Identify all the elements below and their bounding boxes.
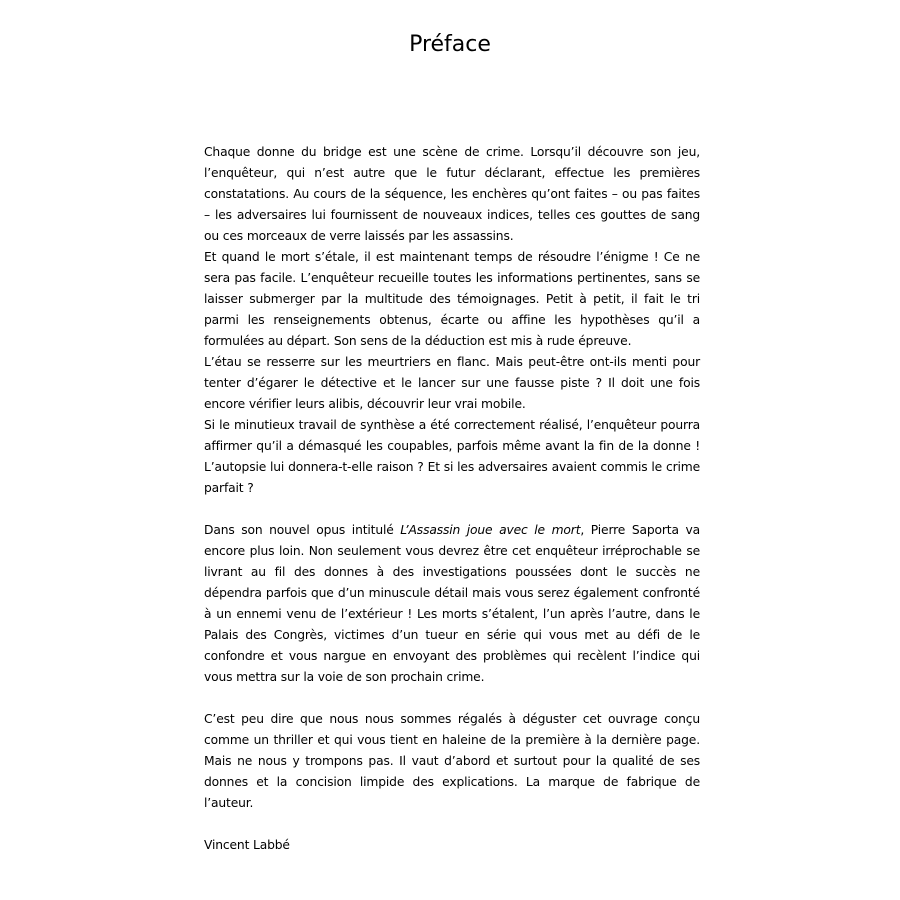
author-signature: Vincent Labbé (204, 838, 290, 852)
paragraph-5-rest: , Pierre Saporta va encore plus loin. Non seulement vous devrez être cet enquêteur irréprochable se livrant au fil des donnes à des investigations poussées dont le succès ne dépendra parfois que d’un minuscule détail mais vous serez également confronté à un ennemi venu de l’extérieur ! Les morts s’étalent, l’un après l’autre, dans le Palais des Congrès, victimes d’un tueur en série qui vous met au défi de le confondre et vous nargue en envoyant des problèmes qui recèlent l’indice qui vous mettra sur la voie de son prochain crime. (204, 523, 700, 684)
book-title: L’Assassin joue avec le mort (400, 523, 581, 537)
paragraph-spacer (204, 499, 700, 520)
paragraph-3: L’étau se resserre sur les meurtriers en flanc. Mais peut-être ont-ils menti pour tenter d’égarer le détective et le lancer sur une fausse piste ? Il doit une fois encore vérifier leurs alibis, découvrir leur vrai mobile. (204, 355, 700, 411)
paragraph-2: Et quand le mort s’étale, il est maintenant temps de résoudre l’énigme ! Ce ne sera pas facile. L’enquêteur recueille toutes les informations pertinentes, sans se laisser submerger par la multitude des témoignages. Petit à petit, il fait le tri parmi les renseignements obtenus, écarte ou affine les hypothèses qu’il a formulées au départ. Son sens de la déduction est mis à rude épreuve. (204, 250, 700, 348)
paragraph-4: Si le minutieux travail de synthèse a été correctement réalisé, l’enquêteur pourra affirmer qu’il a démasqué les coupables, parfois même avant la fin de la donne ! L’autopsie lui donnera-t-elle raison ? Et si les adversaires avaient commis le crime parfait ? (204, 418, 700, 495)
paragraph-spacer (204, 814, 700, 835)
paragraph-5-intro: Dans son nouvel opus intitulé (204, 523, 394, 537)
paragraph-1: Chaque donne du bridge est une scène de crime. Lorsqu’il découvre son jeu, l’enquêteur, qui n’est autre que le futur déclarant, effectue les premières constatations. Au cours de la séquence, les enchères qu’ont faites – ou pas faites – les adversaires lui fournissent de nouveaux indices, telles ces gouttes de sang ou ces morceaux de verre laissés par les assassins. (204, 145, 700, 243)
page-title: Préface (409, 32, 491, 57)
paragraph-spacer (204, 688, 700, 709)
paragraph-5 (204, 520, 700, 688)
preface-body (204, 142, 700, 856)
paragraph-6: C’est peu dire que nous nous sommes régalés à déguster cet ouvrage conçu comme un thriller et qui vous tient en haleine de la première à la dernière page. Mais ne nous y trompons pas. Il vaut d’abord et surtout pour la qualité de ses donnes et la concision limpide des explications. La marque de fabrique de l’auteur. (204, 712, 700, 810)
